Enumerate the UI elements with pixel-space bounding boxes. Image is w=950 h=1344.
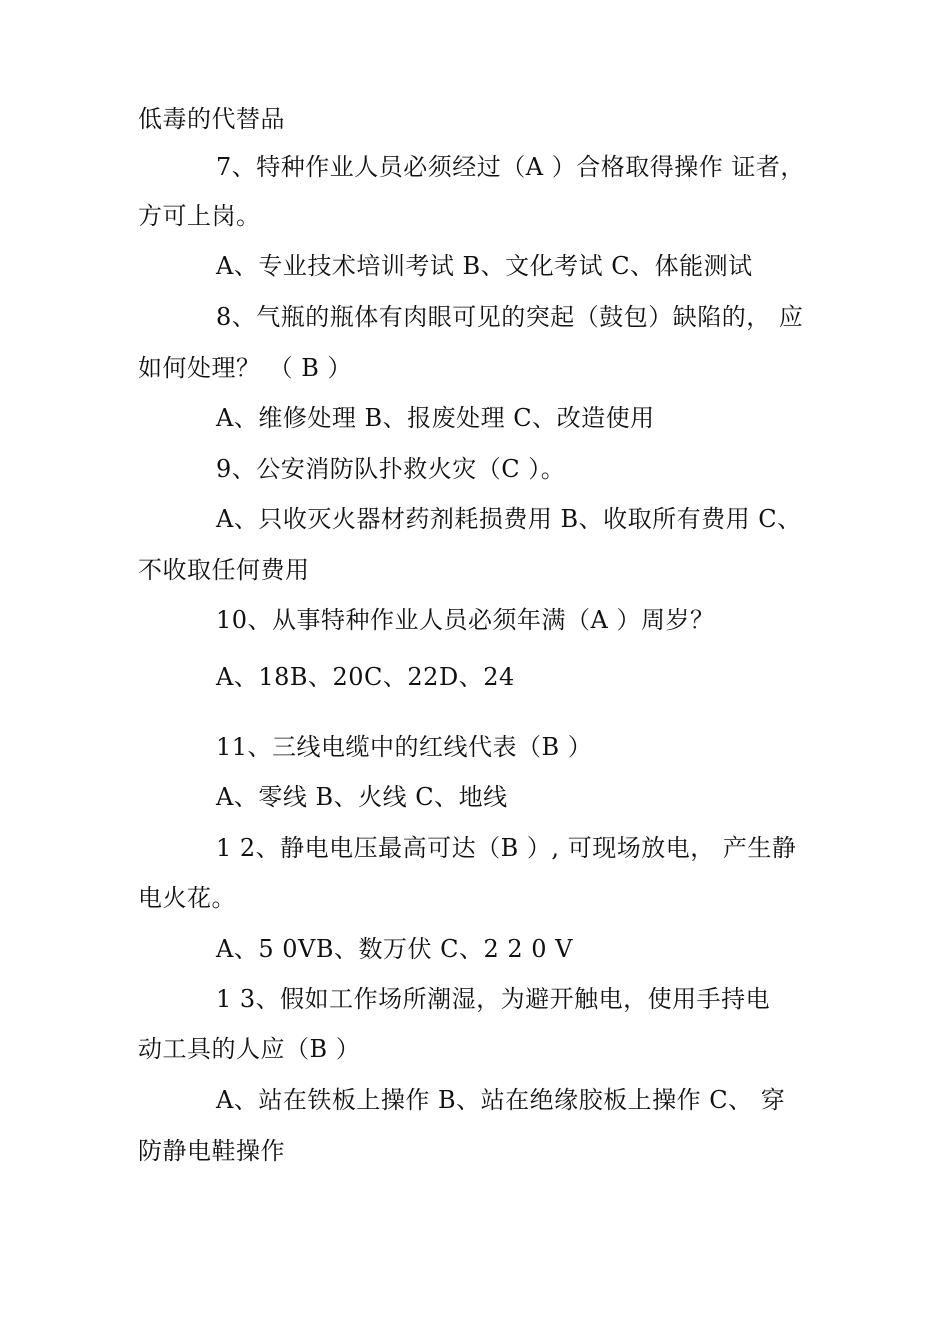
options-9: A、只收灭火器材药剂耗损费用 B、收取所有费用 C、 <box>216 505 802 533</box>
text-line: 防静电鞋操作 <box>138 1137 285 1165</box>
question-7: 7、特种作业人员必须经过（A ）合格取得操作 证者， <box>216 153 805 181</box>
options-10: A、18B、20C、22D、24 <box>216 663 515 691</box>
question-8: 8、气瓶的瓶体有肉眼可见的突起（鼓包）缺陷的， 应 <box>216 303 804 331</box>
options-12: A、5 0VB、数万伏 C、2 2 0 V <box>216 935 573 963</box>
text-line: 低毒的代替品 <box>138 105 285 133</box>
question-9: 9、公安消防队扑救火灾（C ）。 <box>216 455 566 483</box>
options-11: A、零线 B、火线 C、地线 <box>216 783 508 811</box>
options-13: A、站在铁板上操作 B、站在绝缘胶板上操作 C、 穿 <box>216 1086 786 1114</box>
question-11: 11、三线电缆中的红线代表（B ） <box>216 733 593 761</box>
question-12: 1 2、静电电压最高可达（B ）, 可现场放电， 产生静 <box>216 834 797 862</box>
question-10: 10、从事特种作业人员必须年满（A ）周岁？ <box>216 606 715 634</box>
question-13: 1 3、假如工作场所潮湿，为避开触电，使用手持电 <box>216 985 771 1013</box>
options-7: A、专业技术培训考试 B、文化考试 C、体能测试 <box>216 252 753 280</box>
options-8: A、维修处理 B、报废处理 C、改造使用 <box>216 404 655 432</box>
text-line: 动工具的人应（B ） <box>138 1035 361 1063</box>
text-line: 方可上岗。 <box>138 202 261 230</box>
text-line: 不收取任何费用 <box>138 556 310 584</box>
text-line: 如何处理？ （ B ） <box>138 354 353 382</box>
text-line: 电火花。 <box>138 884 236 912</box>
